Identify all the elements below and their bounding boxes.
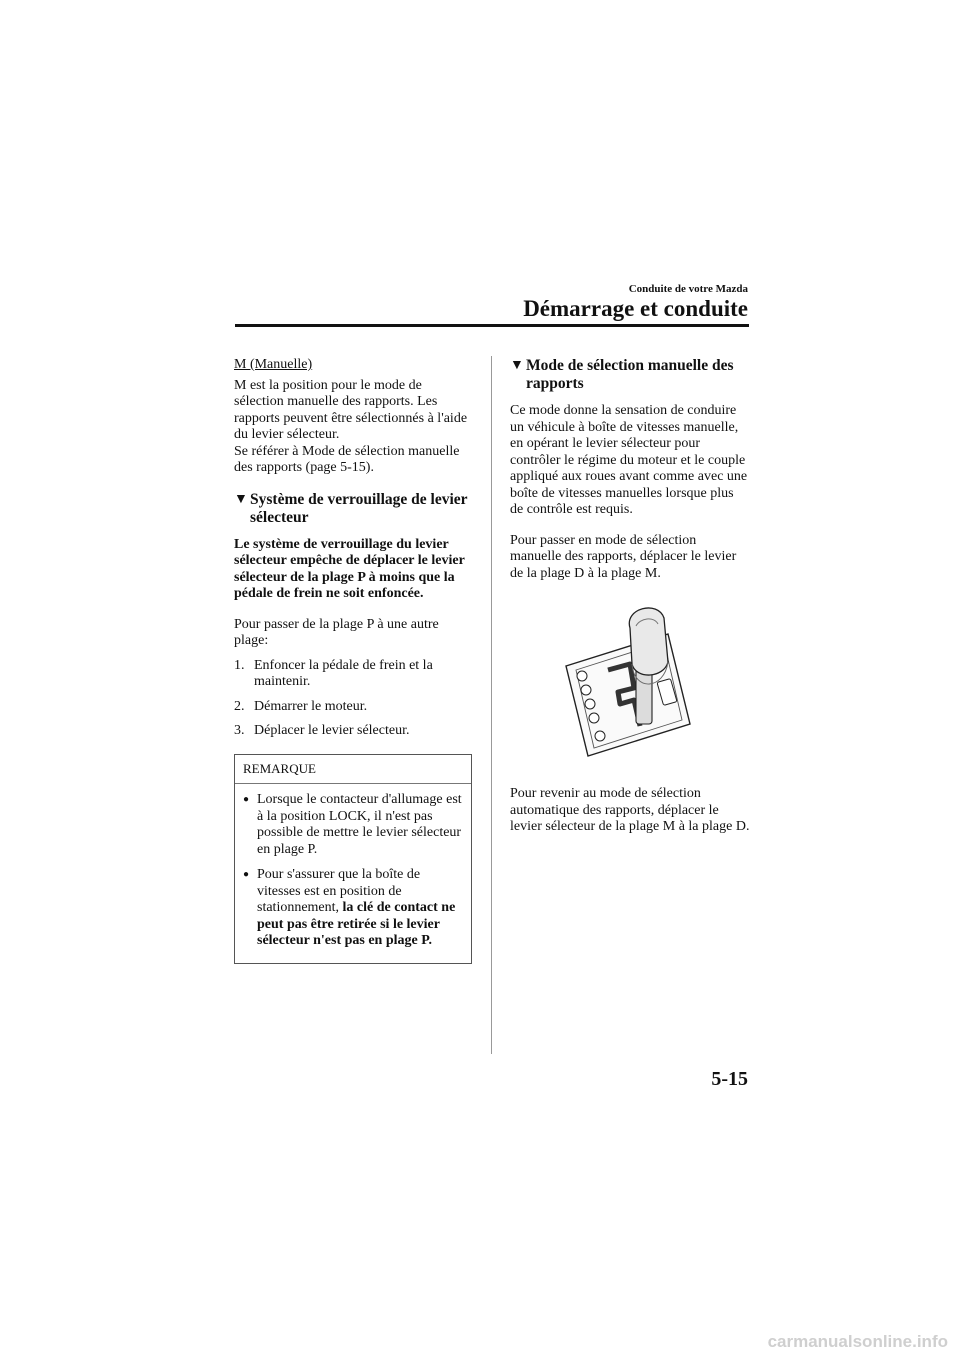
paragraph-intro: Pour passer de la plage P à une autre plage: (234, 616, 439, 648)
list-item (234, 699, 472, 716)
note-text-normal: Pour s'assurer que la boîte de vitesses est en position de stationnement, (257, 867, 421, 915)
header-subtitle: Conduite de votre Mazda (628, 283, 748, 295)
step-text: Déplacer le levier sélecteur. (254, 723, 410, 738)
indicator-p-icon (577, 671, 587, 681)
paragraph-bold: Le système de verrouillage du levier sélecteur empêche de déplacer le levier sélecteur de la plage P à moins que la pédale de frein ne soit enfoncée. (234, 536, 465, 601)
page-title: Démarrage et conduite (523, 296, 748, 321)
left-column (234, 357, 472, 964)
triangle-down-icon: ▼ (510, 358, 524, 373)
step-number: 2. (234, 698, 245, 714)
indicator-r-icon (581, 685, 591, 695)
paragraph: Pour revenir au mode de sélection automatique des rapports, déplacer le levier sélecteur de la plage M à la plage D. (510, 786, 750, 834)
list-item (234, 723, 472, 740)
bullet-icon: ● (243, 869, 250, 880)
gear-shifter-illustration (560, 604, 700, 764)
paragraph-reference: Se référer à Mode de sélection manuelle des rapports (page 5-15). (234, 443, 460, 475)
note-text (257, 867, 465, 950)
header-rule (235, 324, 749, 327)
steps-list (234, 658, 472, 740)
section-title-lock-system (234, 491, 472, 527)
bullet-icon: ● (243, 794, 250, 805)
step-text: Enfoncer la pédale de frein et la maintenir. (254, 657, 433, 689)
note-text-bold: la clé de contact ne peut pas être retirée si le levier sélecteur n'est pas en plage P. (257, 900, 456, 948)
indicator-d-icon (589, 713, 599, 723)
list-item (234, 658, 472, 691)
indicator-m-icon (595, 731, 605, 741)
paragraph: Pour passer en mode de sélection manuelle des rapports, déplacer le levier de la plage D à la plage M. (510, 532, 737, 581)
list-item (243, 867, 465, 950)
step-text: Démarrer le moteur. (254, 698, 368, 714)
section-title-text: Mode de sélection manuelle des rapports (526, 357, 734, 392)
list-item (243, 792, 465, 858)
shifter-knob (629, 608, 668, 675)
step-number: 1. (234, 657, 245, 673)
section-title-text: Système de verrouillage de levier sélecteur (250, 490, 468, 526)
note-body (235, 784, 471, 963)
watermark-text: carmanualsonline.info (767, 1332, 948, 1351)
triangle-down-icon: ▼ (234, 491, 248, 507)
note-box (234, 754, 472, 964)
paragraph: Ce mode donne la sensation de conduire un véhicule à boîte de vitesses manuelle, en opérant le levier sélecteur pour contrôler le régime du moteur et le couple appliqué aux roues avant comme avec une boîte de vitesses manuelles lorsque plus de contrôle est requis. (510, 403, 748, 517)
paragraph: M est la position pour le mode de sélection manuelle des rapports. Les rapports peuvent être sélectionnés à l'aide du levier sélecteur. (234, 377, 468, 442)
section-title-manual-mode (510, 357, 750, 393)
note-text: Lorsque le contacteur d'allumage est à la position LOCK, il n'est pas possible de mettre le levier sélecteur en plage P. (257, 792, 462, 857)
step-number: 3. (234, 723, 245, 738)
column-divider (491, 356, 492, 1054)
indicator-n-icon (585, 699, 595, 709)
page-number: 5-15 (711, 1068, 748, 1090)
right-column (510, 357, 750, 836)
subheading-manual: M (Manuelle) (234, 357, 313, 372)
note-heading: REMARQUE (235, 755, 471, 785)
